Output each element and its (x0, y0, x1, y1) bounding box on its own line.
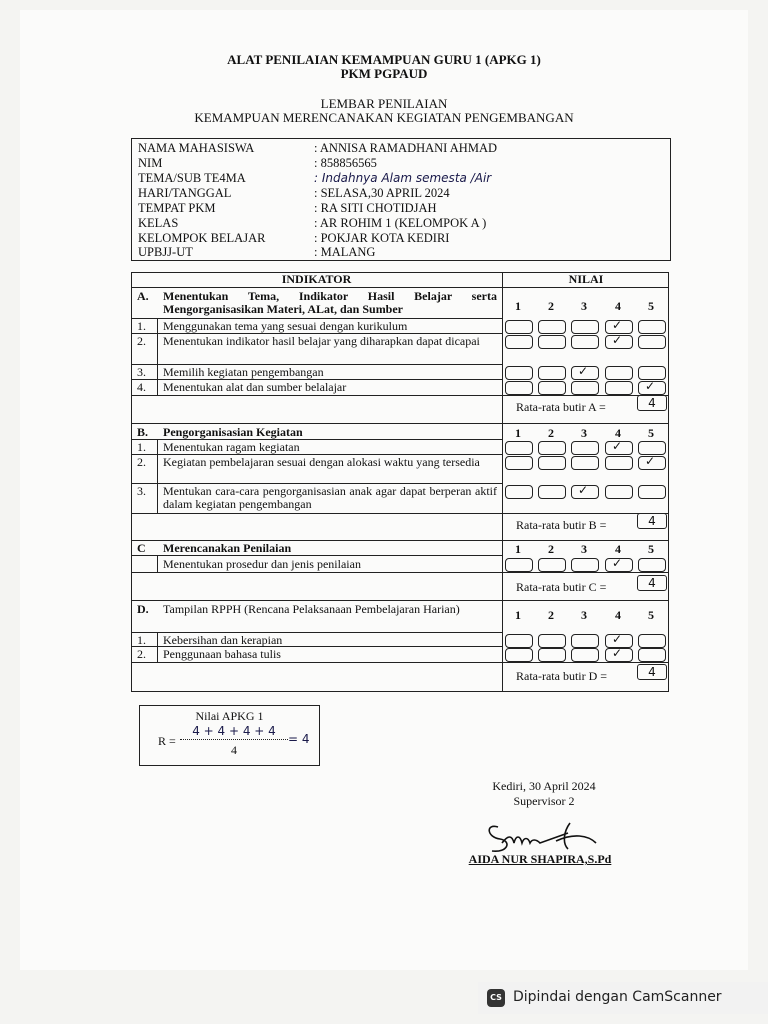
scale-number: 3 (581, 542, 587, 556)
identity-row (138, 186, 450, 200)
section-a-title: Menentukan Tema, Indikator Hasil Belajar serta Mengorganisasikan Materi, ALat, dan Sumber (163, 289, 497, 316)
identity-label: HARI/TANGGAL (138, 186, 232, 200)
item-d2-text: Penggunaan bahasa tulis (163, 647, 281, 661)
camscanner-logo-icon: CS (487, 989, 505, 1007)
identity-row (138, 156, 377, 170)
checkmark-icon: ✓ (645, 379, 656, 393)
row-line (131, 572, 669, 573)
scale-number: 2 (548, 299, 554, 313)
number-divider (157, 555, 158, 572)
scale-number: 3 (581, 426, 587, 440)
score-denominator: 4 (231, 743, 237, 757)
rating-checkbox-a3-3[interactable] (571, 366, 599, 380)
identity-label: KELAS (138, 216, 179, 230)
score-title: Nilai APKG 1 (195, 709, 264, 723)
rating-checkbox-b2-5[interactable] (638, 456, 666, 470)
rating-checkbox-c1-4[interactable] (605, 558, 633, 572)
average-d-label: Rata-rata butir D = (516, 669, 608, 683)
rating-checkbox-b1-5[interactable] (638, 441, 666, 455)
score-result: = 4 (288, 732, 310, 746)
watermark-text: Dipindai dengan CamScanner (513, 989, 722, 1005)
place-date: Kediri, 30 April 2024 (492, 779, 596, 793)
rating-checkbox-d2-4[interactable] (605, 648, 633, 662)
rating-checkbox-a4-1[interactable] (505, 381, 533, 395)
table-border (131, 691, 669, 692)
rating-checkbox-a4-3[interactable] (571, 381, 599, 395)
supervisor-name: AIDA NUR SHAPIRA,S.Pd (468, 852, 612, 866)
average-a-value: 4 (637, 395, 667, 411)
item-b2-text: Kegiatan pembelajaran sesuai dengan alokasi waktu yang tersedia (163, 455, 480, 469)
scale-number: 5 (648, 299, 654, 313)
average-b-value: 4 (637, 513, 667, 529)
rating-checkbox-c1-3[interactable] (571, 558, 599, 572)
rating-checkbox-a1-4[interactable] (605, 320, 633, 334)
scale-number: 4 (615, 608, 621, 622)
scale-number: 5 (648, 542, 654, 556)
identity-row (138, 231, 449, 245)
item-b1-text: Menentukan ragam kegiatan (163, 440, 300, 454)
average-d-value: 4 (637, 664, 667, 680)
section-d-code: D. (137, 602, 149, 616)
rating-checkbox-b3-4[interactable] (605, 485, 633, 499)
identity-row (138, 216, 486, 230)
row-line (131, 600, 669, 601)
table-border (668, 272, 669, 692)
rating-checkbox-b3-3[interactable] (571, 485, 599, 499)
section-d-title: Tampilan RPPH (Rencana Pelaksanaan Pembelajaran Harian) (163, 602, 460, 616)
rating-checkbox-b2-2[interactable] (538, 456, 566, 470)
rating-checkbox-a2-3[interactable] (571, 335, 599, 349)
number-divider (157, 318, 158, 395)
rating-checkbox-a2-4[interactable] (605, 335, 633, 349)
rating-checkbox-b3-1[interactable] (505, 485, 533, 499)
identity-row (138, 171, 491, 185)
score-numerator: 4 + 4 + 4 + 4 (192, 724, 276, 738)
item-number: 2. (137, 334, 146, 348)
item-number: 1. (137, 319, 146, 333)
rating-checkbox-a4-2[interactable] (538, 381, 566, 395)
rating-checkbox-b2-4[interactable] (605, 456, 633, 470)
rating-checkbox-a1-3[interactable] (571, 320, 599, 334)
checkmark-icon: ✓ (612, 556, 623, 570)
rating-checkbox-a4-5[interactable] (638, 381, 666, 395)
scale-number: 4 (615, 299, 621, 313)
scale-number: 1 (515, 426, 521, 440)
scale-number: 5 (648, 608, 654, 622)
section-c-title: Merencanakan Penilaian (163, 541, 292, 555)
item-number: 3. (137, 484, 146, 498)
identity-row (138, 245, 375, 259)
row-line (131, 662, 669, 663)
section-a-code: A. (137, 289, 149, 303)
item-number: 1. (137, 440, 146, 454)
checkmark-icon: ✓ (612, 439, 623, 453)
rating-checkbox-a1-5[interactable] (638, 320, 666, 334)
rating-checkbox-a1-2[interactable] (538, 320, 566, 334)
average-b-label: Rata-rata butir B = (516, 518, 607, 532)
form-title: ALAT PENILAIAN KEMAMPUAN GURU 1 (APKG 1) (227, 52, 541, 67)
identity-label: TEMA/SUB TE4MA (138, 171, 246, 185)
rating-checkbox-d1-3[interactable] (571, 634, 599, 648)
row-line (131, 287, 669, 288)
row-line (131, 555, 503, 556)
item-a3-text: Memilih kegiatan pengembangan (163, 365, 324, 379)
row-line (131, 513, 669, 514)
checkmark-icon: ✓ (645, 454, 656, 468)
scale-number: 4 (615, 542, 621, 556)
average-a-label: Rata-rata butir A = (516, 400, 606, 414)
checkmark-icon: ✓ (612, 318, 623, 332)
item-number: 1. (137, 633, 146, 647)
item-number: 4. (137, 380, 146, 394)
checkmark-icon: ✓ (578, 483, 589, 497)
scale-number: 1 (515, 299, 521, 313)
rating-checkbox-b3-2[interactable] (538, 485, 566, 499)
identity-label: NIM (138, 156, 163, 170)
form-subtitle: PKM PGPAUD (340, 66, 428, 81)
rating-checkbox-b1-1[interactable] (505, 441, 533, 455)
identity-value: : SELASA,30 APRIL 2024 (314, 186, 450, 200)
identity-value: : RA SITI CHOTIDJAH (314, 201, 437, 215)
item-b3-text: Mentukan cara-cara pengorganisasian anak agar dapat berperan aktif dalam kegiatan pengembangan (163, 484, 497, 511)
rating-checkbox-b1-2[interactable] (538, 441, 566, 455)
table-border (131, 272, 132, 692)
rating-checkbox-c1-1[interactable] (505, 558, 533, 572)
scale-number: 5 (648, 426, 654, 440)
rating-checkbox-a2-2[interactable] (538, 335, 566, 349)
fraction-bar (180, 739, 288, 740)
identity-value: : AR ROHIM 1 (KELOMPOK A ) (314, 216, 487, 230)
rating-checkbox-d1-2[interactable] (538, 634, 566, 648)
identity-row (138, 201, 437, 215)
identity-box (131, 138, 671, 261)
section-b-title: Pengorganisasian Kegiatan (163, 425, 303, 439)
rating-checkbox-b1-3[interactable] (571, 441, 599, 455)
assessment-table (131, 272, 669, 692)
row-line (131, 395, 669, 396)
scale-number: 4 (615, 426, 621, 440)
number-divider (157, 632, 158, 662)
rating-checkbox-b1-4[interactable] (605, 441, 633, 455)
identity-value: : Indahnya Alam semesta /Air (314, 171, 492, 185)
scale-number: 1 (515, 608, 521, 622)
rating-checkbox-d1-5[interactable] (638, 634, 666, 648)
identity-value: : MALANG (314, 245, 376, 259)
rating-checkbox-d2-5[interactable] (638, 648, 666, 662)
identity-value: : 858856565 (314, 156, 377, 170)
item-number: 2. (137, 647, 146, 661)
item-a2-text: Menentukan indikator hasil belajar yang diharapkan dapat dicapai (163, 334, 480, 348)
rating-checkbox-d2-3[interactable] (571, 648, 599, 662)
rating-checkbox-d1-1[interactable] (505, 634, 533, 648)
scale-number: 2 (548, 542, 554, 556)
identity-label: KELOMPOK BELAJAR (138, 231, 266, 245)
checkmark-icon: ✓ (578, 364, 589, 378)
item-c1-text: Menentukan prosedur dan jenis penilaian (163, 557, 361, 571)
section-b-code: B. (137, 425, 149, 439)
rating-checkbox-c1-5[interactable] (638, 558, 666, 572)
identity-value: : POKJAR KOTA KEDIRI (314, 231, 450, 245)
rating-checkbox-b3-5[interactable] (638, 485, 666, 499)
item-a4-text: Menentukan alat dan sumber belalajar (163, 380, 347, 394)
rating-checkbox-a3-2[interactable] (538, 366, 566, 380)
rating-checkbox-a3-5[interactable] (638, 366, 666, 380)
column-divider (502, 272, 503, 692)
rating-checkbox-a2-1[interactable] (505, 335, 533, 349)
rating-checkbox-a4-4[interactable] (605, 381, 633, 395)
camscanner-watermark (478, 982, 768, 1014)
identity-label: UPBJJ-UT (138, 245, 193, 259)
rating-checkbox-a1-1[interactable] (505, 320, 533, 334)
scale-number: 2 (548, 608, 554, 622)
rating-checkbox-a2-5[interactable] (638, 335, 666, 349)
average-c-label: Rata-rata butir C = (516, 580, 607, 594)
rating-checkbox-b2-3[interactable] (571, 456, 599, 470)
rating-checkbox-a3-4[interactable] (605, 366, 633, 380)
identity-label: NAMA MAHASISWA (138, 141, 255, 155)
item-number: 2. (137, 455, 146, 469)
score-r-label: R = (158, 734, 176, 748)
scale-number: 1 (515, 542, 521, 556)
nilai-header: NILAI (568, 272, 604, 286)
rating-checkbox-a3-1[interactable] (505, 366, 533, 380)
supervisor-role: Supervisor 2 (513, 794, 575, 808)
scale-number: 2 (548, 426, 554, 440)
rating-checkbox-d2-2[interactable] (538, 648, 566, 662)
rating-checkbox-b2-1[interactable] (505, 456, 533, 470)
sheet-subtitle: KEMAMPUAN MERENCANAKAN KEGIATAN PENGEMBANGAN (194, 110, 574, 125)
rating-checkbox-d2-1[interactable] (505, 648, 533, 662)
identity-row (138, 141, 497, 155)
sheet-title: LEMBAR PENILAIAN (320, 96, 448, 111)
average-c-value: 4 (637, 575, 667, 591)
identity-label: TEMPAT PKM (138, 201, 216, 215)
number-divider (157, 439, 158, 513)
checkmark-icon: ✓ (612, 632, 623, 646)
item-d1-text: Kebersihan dan kerapian (163, 633, 283, 647)
identity-value: : ANNISA RAMADHANI AHMAD (314, 141, 498, 155)
item-a1-text: Menggunakan tema yang sesuai dengan kurikulum (163, 319, 408, 333)
scale-number: 3 (581, 299, 587, 313)
indikator-header: INDIKATOR (281, 272, 352, 286)
score-box (139, 705, 320, 766)
checkmark-icon: ✓ (612, 333, 623, 347)
rating-checkbox-c1-2[interactable] (538, 558, 566, 572)
scale-number: 3 (581, 608, 587, 622)
row-line (131, 423, 669, 424)
item-number: 3. (137, 365, 146, 379)
checkmark-icon: ✓ (612, 646, 623, 660)
section-c-code: C (137, 541, 146, 555)
